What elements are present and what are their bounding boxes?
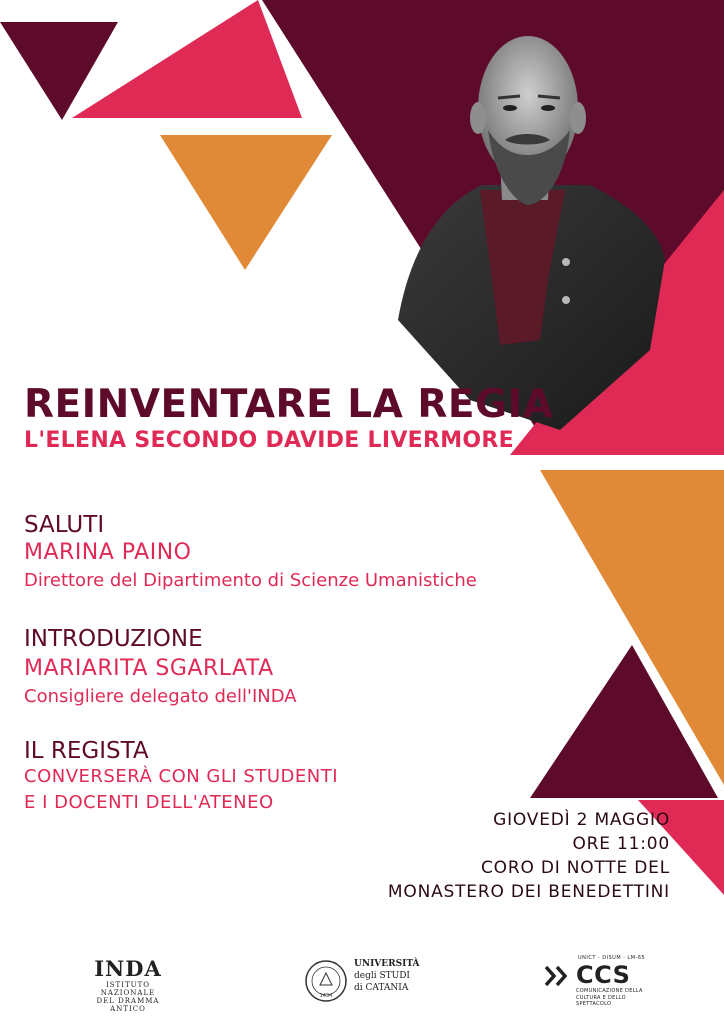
event-place-line-1: CORO DI NOTTE DEL	[481, 858, 670, 878]
event-place-line-2: MONASTERO DEI BENEDETTINI	[387, 882, 670, 902]
ccs-top-line: UNICT · DISUM · LM-65	[578, 955, 646, 961]
speaker-name-saluti: MARINA PAINO	[24, 540, 192, 565]
section-heading-saluti: SALUTI	[24, 512, 105, 538]
ccs-line-1: COMUNICAZIONE DELLA	[576, 988, 643, 994]
chevrons-icon	[544, 965, 574, 987]
poster-subtitle: L'ELENA SECONDO DAVIDE LIVERMORE	[24, 428, 515, 453]
poster-title: REINVENTARE LA REGIA	[24, 382, 554, 427]
regista-line-2: E I DOCENTI DELL'ATENEO	[24, 792, 274, 813]
event-date: GIOVEDÌ 2 MAGGIO	[493, 810, 670, 830]
inda-logo-line-2: DEL DRAMMA ANTICO	[96, 997, 160, 1013]
speaker-role-introduzione: Consigliere delegato dell'INDA	[24, 686, 297, 707]
orange-triangle-top	[160, 135, 332, 270]
unict-line-2: degli STUDI	[354, 971, 410, 981]
inda-logo	[82, 956, 174, 1013]
inda-logo-name: INDA	[94, 956, 162, 981]
speaker-role-saluti: Direttore del Dipartimento di Scienze Umanistiche	[24, 570, 477, 591]
unict-line-1: UNIVERSITÀ	[354, 959, 420, 969]
ccs-logo	[544, 955, 654, 1005]
unict-line-3: di CATANIA	[354, 983, 409, 993]
unict-seal-year: 1434	[319, 993, 333, 999]
regista-line-1: CONVERSERÀ CON GLI STUDENTI	[24, 766, 339, 787]
ccs-name: CCS	[576, 961, 631, 989]
section-heading-regista: IL REGISTA	[24, 738, 149, 764]
unict-seal-icon	[304, 959, 348, 1003]
inda-logo-line-1: ISTITUTO NAZIONALE	[100, 981, 156, 997]
ccs-line-2: CULTURA E DELLO SPETTACOLO	[576, 995, 626, 1007]
event-time: ORE 11:00	[572, 834, 670, 854]
pink-triangle-top	[72, 0, 302, 118]
section-heading-introduzione: INTRODUZIONE	[24, 626, 203, 652]
speaker-name-introduzione: MARIARITA SGARLATA	[24, 656, 274, 681]
unict-logo	[304, 957, 420, 1007]
